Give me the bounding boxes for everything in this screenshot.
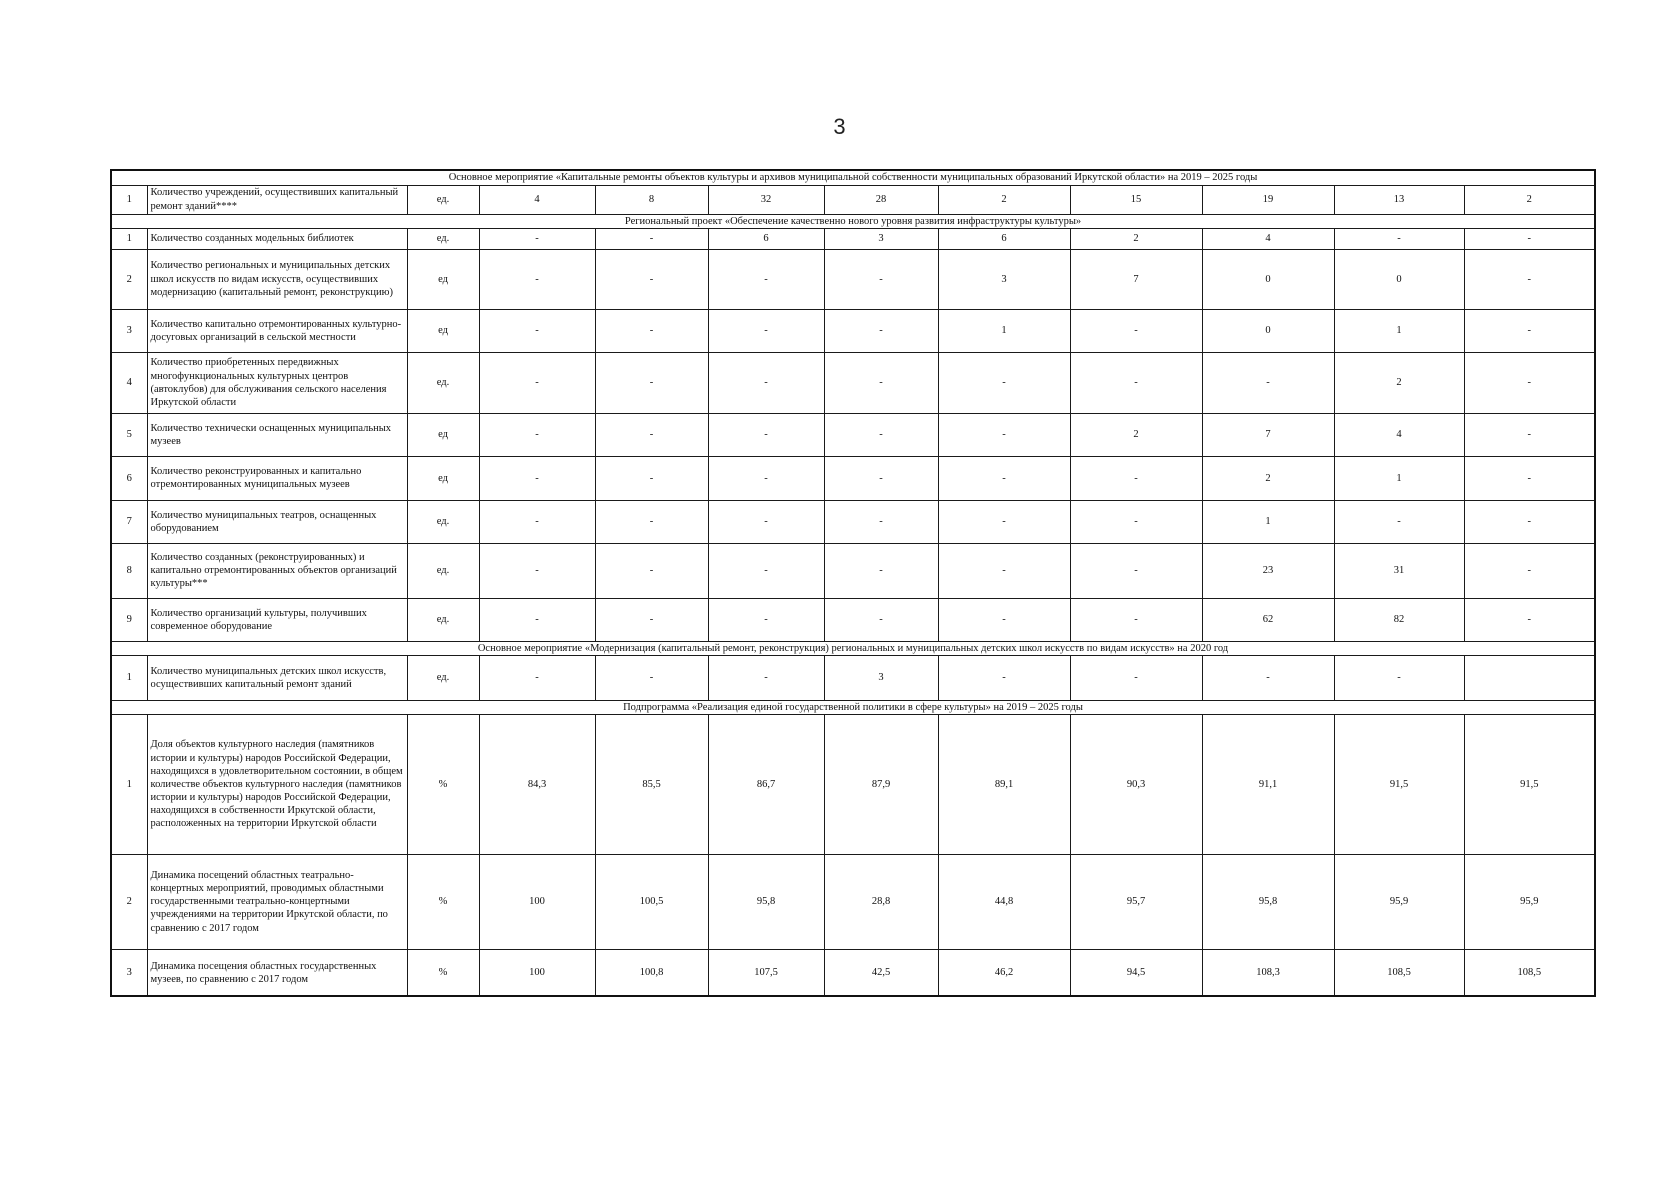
indicator-name: Количество капитально отремонтированных культурно-досуговых организаций в сельской местности — [147, 309, 407, 352]
value-cell: - — [595, 228, 708, 249]
value-cell: 3 — [938, 249, 1070, 309]
indicator-name: Динамика посещения областных государственных музеев, по сравнению с 2017 годом — [147, 949, 407, 996]
value-cell: 82 — [1334, 598, 1464, 641]
value-cell: 91,5 — [1464, 714, 1595, 854]
table-row — [111, 228, 1595, 249]
value-cell: 2 — [1070, 228, 1202, 249]
indicator-name: Количество созданных модельных библиотек — [147, 228, 407, 249]
value-cell: 7 — [1202, 413, 1334, 456]
value-cell: - — [479, 249, 595, 309]
value-cell: - — [595, 543, 708, 598]
indicator-name: Количество учреждений, осуществивших капитальный ремонт зданий**** — [147, 185, 407, 214]
row-number: 1 — [111, 714, 147, 854]
row-number: 6 — [111, 456, 147, 500]
value-cell: - — [1464, 598, 1595, 641]
value-cell: 90,3 — [1070, 714, 1202, 854]
value-cell: 108,5 — [1464, 949, 1595, 996]
value-cell: 0 — [1334, 249, 1464, 309]
indicator-name: Доля объектов культурного наследия (памятников истории и культуры) народов Российской Федерации, находящихся в удовлетворительном состоянии, в общем количестве объектов культурного наследия (памятников истории и культуры) народов Российской Федерации, находящихся в собственности Иркутской области, расположенных на территории Иркутской области — [147, 714, 407, 854]
value-cell: 84,3 — [479, 714, 595, 854]
table-row — [111, 854, 1595, 949]
value-cell: - — [595, 413, 708, 456]
value-cell: 15 — [1070, 185, 1202, 214]
indicator-name: Количество созданных (реконструированных) и капитально отремонтированных объектов организаций культуры*** — [147, 543, 407, 598]
value-cell: - — [824, 543, 938, 598]
value-cell: 91,5 — [1334, 714, 1464, 854]
value-cell: - — [1464, 543, 1595, 598]
value-cell: 95,8 — [708, 854, 824, 949]
value-cell: - — [708, 413, 824, 456]
value-cell: - — [1464, 500, 1595, 543]
value-cell: - — [479, 309, 595, 352]
value-cell: - — [595, 456, 708, 500]
row-number: 3 — [111, 949, 147, 996]
value-cell: - — [1464, 352, 1595, 413]
value-cell: 4 — [1334, 413, 1464, 456]
value-cell: 0 — [1202, 249, 1334, 309]
row-number: 2 — [111, 249, 147, 309]
value-cell: - — [595, 655, 708, 700]
value-cell: - — [1070, 500, 1202, 543]
value-cell: - — [938, 500, 1070, 543]
indicator-name: Количество реконструированных и капитально отремонтированных муниципальных музеев — [147, 456, 407, 500]
value-cell: 13 — [1334, 185, 1464, 214]
value-cell: 6 — [708, 228, 824, 249]
value-cell: 23 — [1202, 543, 1334, 598]
value-cell: 94,5 — [1070, 949, 1202, 996]
value-cell: - — [708, 249, 824, 309]
value-cell: 2 — [1464, 185, 1595, 214]
indicators-table — [110, 169, 1596, 997]
unit-cell: ед — [407, 413, 479, 456]
value-cell: 8 — [595, 185, 708, 214]
value-cell: 3 — [824, 655, 938, 700]
value-cell: 86,7 — [708, 714, 824, 854]
value-cell: - — [824, 249, 938, 309]
value-cell: 95,8 — [1202, 854, 1334, 949]
value-cell: 95,9 — [1334, 854, 1464, 949]
table-row — [111, 714, 1595, 854]
value-cell: - — [824, 413, 938, 456]
table-row — [111, 500, 1595, 543]
value-cell: - — [1202, 655, 1334, 700]
row-number: 4 — [111, 352, 147, 413]
unit-cell: ед — [407, 309, 479, 352]
value-cell: 4 — [479, 185, 595, 214]
table-row — [111, 309, 1595, 352]
value-cell: 107,5 — [708, 949, 824, 996]
unit-cell: ед. — [407, 543, 479, 598]
section-title: Основное мероприятие «Модернизация (капитальный ремонт, реконструкция) региональных и муниципальных детских школ искусств по видам искусств» на 2020 год — [111, 641, 1595, 655]
value-cell: - — [479, 228, 595, 249]
value-cell: - — [824, 500, 938, 543]
value-cell — [1464, 655, 1595, 700]
value-cell: - — [1070, 655, 1202, 700]
value-cell: 85,5 — [595, 714, 708, 854]
value-cell: - — [938, 543, 1070, 598]
section-header-row — [111, 170, 1595, 185]
unit-cell: ед — [407, 249, 479, 309]
value-cell: 95,9 — [1464, 854, 1595, 949]
unit-cell: ед. — [407, 500, 479, 543]
value-cell: - — [708, 655, 824, 700]
section-header-row — [111, 641, 1595, 655]
table-row — [111, 598, 1595, 641]
indicator-name: Количество организаций культуры, получивших современное оборудование — [147, 598, 407, 641]
value-cell: - — [1202, 352, 1334, 413]
row-number: 3 — [111, 309, 147, 352]
value-cell: - — [479, 543, 595, 598]
table-row — [111, 249, 1595, 309]
value-cell: - — [479, 413, 595, 456]
value-cell: 1 — [1334, 309, 1464, 352]
value-cell: 44,8 — [938, 854, 1070, 949]
value-cell: - — [1070, 543, 1202, 598]
value-cell: - — [824, 598, 938, 641]
table-body — [111, 170, 1595, 996]
row-number: 8 — [111, 543, 147, 598]
value-cell: - — [938, 655, 1070, 700]
row-number: 1 — [111, 185, 147, 214]
value-cell: 87,9 — [824, 714, 938, 854]
value-cell: 1 — [1334, 456, 1464, 500]
value-cell: - — [1464, 249, 1595, 309]
value-cell: - — [1464, 456, 1595, 500]
unit-cell: % — [407, 714, 479, 854]
value-cell: - — [708, 352, 824, 413]
value-cell: - — [595, 309, 708, 352]
value-cell: 31 — [1334, 543, 1464, 598]
value-cell: 3 — [824, 228, 938, 249]
unit-cell: ед. — [407, 655, 479, 700]
value-cell: - — [1070, 352, 1202, 413]
value-cell: 100 — [479, 949, 595, 996]
value-cell: 95,7 — [1070, 854, 1202, 949]
row-number: 5 — [111, 413, 147, 456]
indicator-name: Количество технически оснащенных муниципальных музеев — [147, 413, 407, 456]
table-row — [111, 456, 1595, 500]
value-cell: - — [479, 456, 595, 500]
value-cell: 2 — [938, 185, 1070, 214]
value-cell: - — [1334, 655, 1464, 700]
page-number: 3 — [833, 114, 846, 139]
table-row — [111, 185, 1595, 214]
indicator-name: Количество приобретенных передвижных многофункциональных культурных центров (автоклубов) для обслуживания сельского населения Иркутской области — [147, 352, 407, 413]
value-cell: - — [1070, 309, 1202, 352]
section-title: Подпрограмма «Реализация единой государственной политики в сфере культуры» на 2019 – 2025 годы — [111, 700, 1595, 714]
unit-cell: ед. — [407, 185, 479, 214]
value-cell: 0 — [1202, 309, 1334, 352]
value-cell: 108,5 — [1334, 949, 1464, 996]
value-cell: 91,1 — [1202, 714, 1334, 854]
table-row — [111, 655, 1595, 700]
value-cell: - — [595, 598, 708, 641]
table-row — [111, 413, 1595, 456]
value-cell: - — [1464, 413, 1595, 456]
value-cell: 2 — [1202, 456, 1334, 500]
value-cell: 19 — [1202, 185, 1334, 214]
unit-cell: ед. — [407, 352, 479, 413]
row-number: 1 — [111, 228, 147, 249]
value-cell: - — [479, 655, 595, 700]
unit-cell: ед. — [407, 228, 479, 249]
value-cell: 46,2 — [938, 949, 1070, 996]
value-cell: - — [824, 456, 938, 500]
value-cell: - — [1070, 598, 1202, 641]
section-title: Основное мероприятие «Капитальные ремонты объектов культуры и архивов муниципальной собственности муниципальных образований Иркутской области» на 2019 – 2025 годы — [111, 170, 1595, 185]
value-cell: 100 — [479, 854, 595, 949]
value-cell: 28,8 — [824, 854, 938, 949]
value-cell: 42,5 — [824, 949, 938, 996]
table-row — [111, 352, 1595, 413]
value-cell: - — [1464, 228, 1595, 249]
value-cell: - — [938, 413, 1070, 456]
value-cell: - — [938, 598, 1070, 641]
value-cell: 89,1 — [938, 714, 1070, 854]
unit-cell: % — [407, 949, 479, 996]
value-cell: 2 — [1070, 413, 1202, 456]
value-cell: - — [938, 456, 1070, 500]
value-cell: - — [1334, 228, 1464, 249]
value-cell: - — [1070, 456, 1202, 500]
value-cell: - — [479, 500, 595, 543]
value-cell: 4 — [1202, 228, 1334, 249]
value-cell: - — [595, 249, 708, 309]
value-cell: - — [708, 598, 824, 641]
value-cell: 1 — [938, 309, 1070, 352]
value-cell: 2 — [1334, 352, 1464, 413]
value-cell: - — [479, 598, 595, 641]
section-title: Региональный проект «Обеспечение качественно нового уровня развития инфраструктуры культуры» — [111, 214, 1595, 228]
table-row — [111, 949, 1595, 996]
indicator-name: Динамика посещений областных театрально-концертных мероприятий, проводимых областными государственными театрально-концертными учреждениями на территории Иркутской области, по сравнению с 2017 годом — [147, 854, 407, 949]
table-row — [111, 543, 1595, 598]
value-cell: 108,3 — [1202, 949, 1334, 996]
row-number: 9 — [111, 598, 147, 641]
value-cell: - — [479, 352, 595, 413]
value-cell: 6 — [938, 228, 1070, 249]
indicator-name: Количество региональных и муниципальных детских школ искусств по видам искусств, осуществивших модернизацию (капитальный ремонт, реконструкцию) — [147, 249, 407, 309]
value-cell: - — [708, 456, 824, 500]
value-cell: 28 — [824, 185, 938, 214]
unit-cell: ед — [407, 456, 479, 500]
value-cell: - — [595, 500, 708, 543]
value-cell: - — [595, 352, 708, 413]
value-cell: - — [824, 352, 938, 413]
value-cell: 7 — [1070, 249, 1202, 309]
value-cell: - — [1334, 500, 1464, 543]
value-cell: - — [708, 500, 824, 543]
row-number: 1 — [111, 655, 147, 700]
value-cell: 62 — [1202, 598, 1334, 641]
value-cell: - — [824, 309, 938, 352]
row-number: 7 — [111, 500, 147, 543]
unit-cell: % — [407, 854, 479, 949]
section-header-row — [111, 214, 1595, 228]
value-cell: 100,8 — [595, 949, 708, 996]
value-cell: 100,5 — [595, 854, 708, 949]
value-cell: 32 — [708, 185, 824, 214]
value-cell: - — [708, 309, 824, 352]
indicator-name: Количество муниципальных детских школ искусств, осуществивших капитальный ремонт зданий — [147, 655, 407, 700]
indicator-name: Количество муниципальных театров, оснащенных оборудованием — [147, 500, 407, 543]
value-cell: - — [938, 352, 1070, 413]
value-cell: - — [708, 543, 824, 598]
unit-cell: ед. — [407, 598, 479, 641]
section-header-row — [111, 700, 1595, 714]
value-cell: 1 — [1202, 500, 1334, 543]
row-number: 2 — [111, 854, 147, 949]
value-cell: - — [1464, 309, 1595, 352]
